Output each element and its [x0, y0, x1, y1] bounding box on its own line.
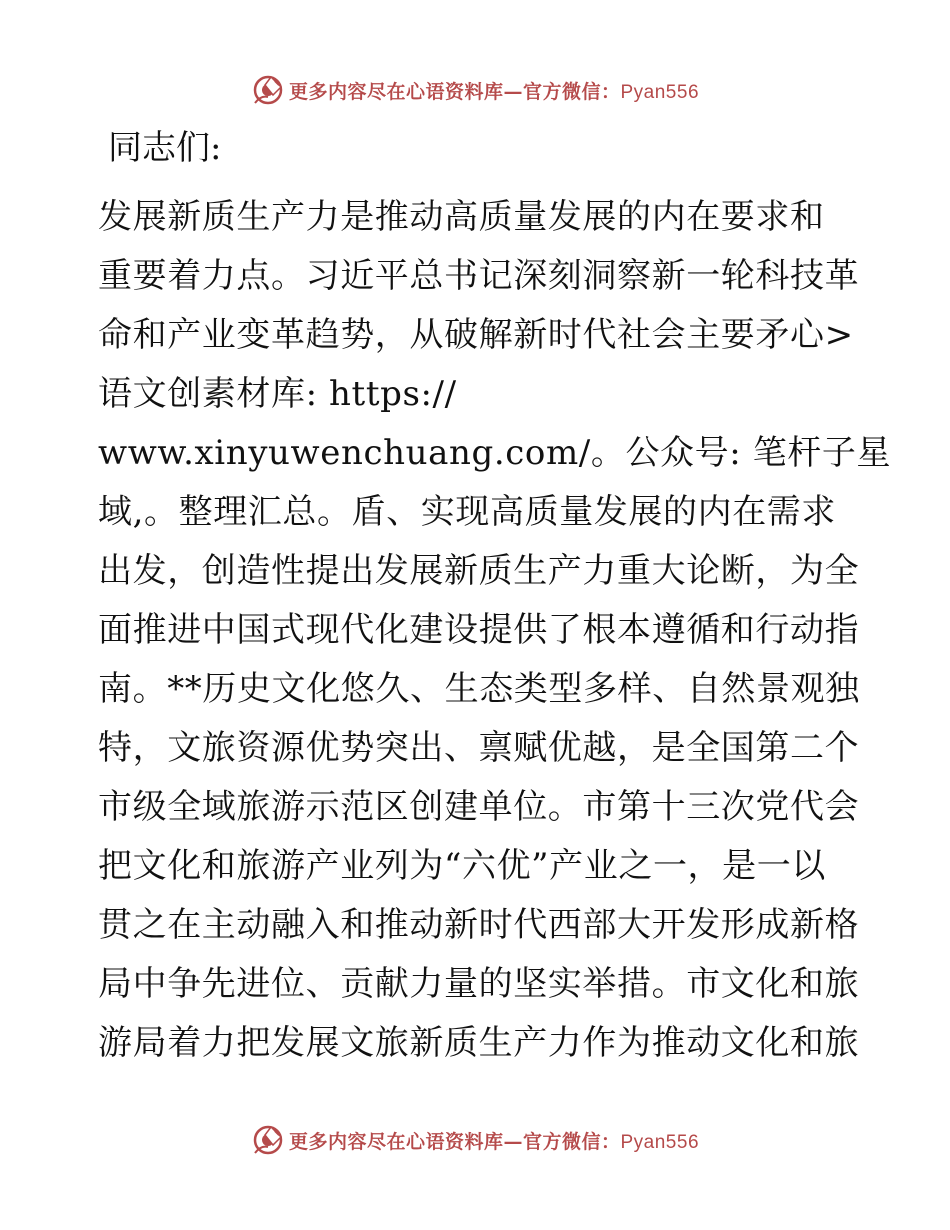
text-line: 游局着力把发展文旅新质生产力作为推动文化和旅: [98, 1023, 860, 1063]
watermark-wechat-id: Pyan556: [620, 81, 700, 103]
text-line: 命和产业变革趋势，从破解新时代社会主要矛心>: [98, 315, 854, 355]
text-line: 南。**历史文化悠久、生态类型多样、自然景观独: [98, 669, 860, 709]
text-line: 出发，创造性提出发展新质生产力重大论断，为全: [98, 551, 860, 591]
text-line: 市级全域旅游示范区创建单位。市第十三次党代会: [98, 787, 860, 827]
watermark-label: 更多内容尽在心语资料库—官方微信：: [288, 1130, 621, 1153]
footer-watermark: [0, 1120, 950, 1160]
watermark-text: [289, 77, 699, 104]
text-line: 局中争先进位、贡献力量的坚实举措。市文化和旅: [98, 964, 860, 1004]
text-line: 语文创素材库: https://: [98, 374, 457, 414]
text-line: 域,。整理汇总。盾、实现高质量发展的内在需求: [98, 492, 837, 532]
text-line: www.xinyuwenchuang.com/。公众号: 笔杆子星: [98, 433, 892, 473]
text-line: 发展新质生产力是推动高质量发展的内在要求和: [98, 197, 825, 237]
pen-logo-icon: [251, 1123, 285, 1157]
salutation: 同志们:: [108, 128, 222, 168]
header-watermark: [0, 70, 950, 110]
text-line: 特，文旅资源优势突出、禀赋优越，是全国第二个: [98, 728, 860, 768]
text-line: 把文化和旅游产业列为“六优”产业之一，是一以: [98, 846, 826, 886]
document-body: [98, 188, 892, 1073]
watermark-text: [289, 1127, 699, 1154]
text-line: 面推进中国式现代化建设提供了根本遵循和行动指: [98, 610, 860, 650]
text-line: 贯之在主动融入和推动新时代西部大开发形成新格: [98, 905, 860, 945]
pen-logo-icon: [251, 73, 285, 107]
watermark-wechat-id: Pyan556: [620, 1131, 700, 1153]
watermark-label: 更多内容尽在心语资料库—官方微信：: [288, 80, 621, 103]
text-line: 重要着力点。习近平总书记深刻洞察新一轮科技革: [98, 256, 860, 296]
